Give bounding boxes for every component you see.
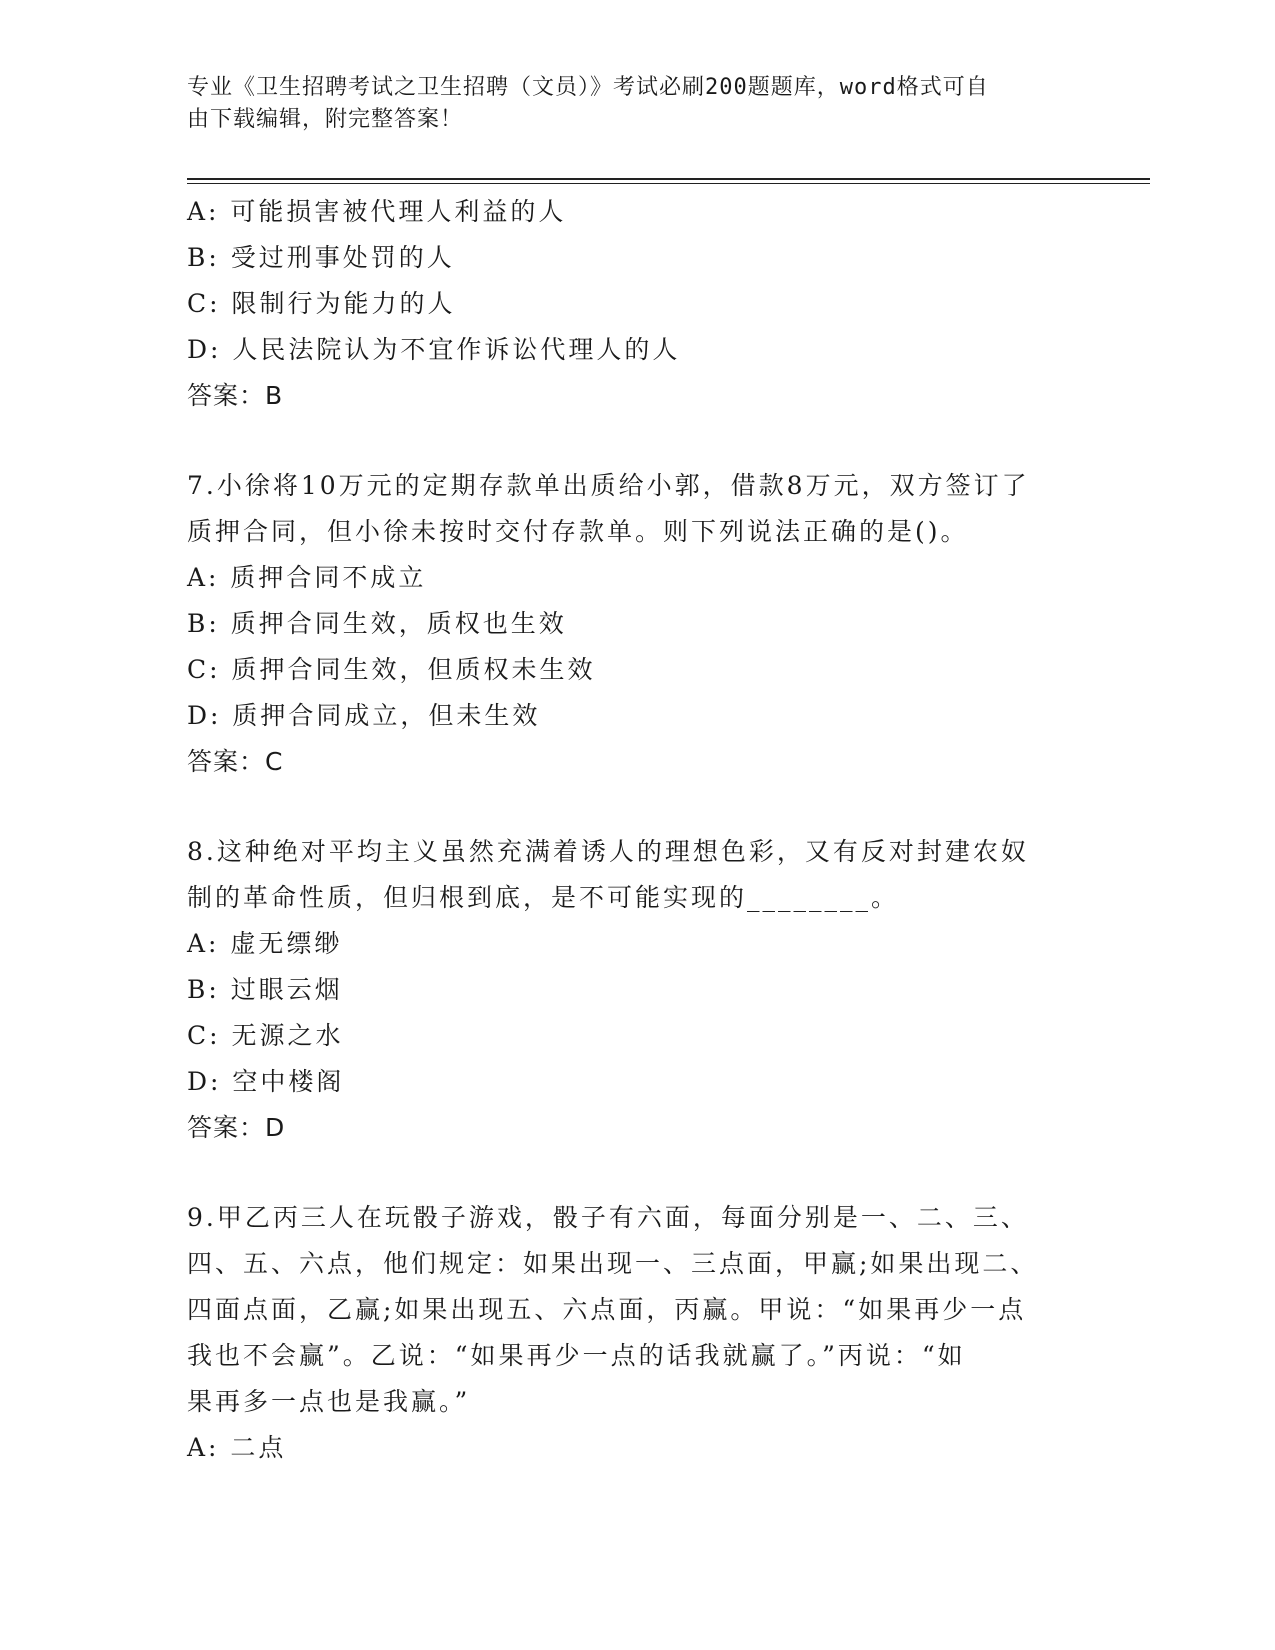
header-divider-thin [187,183,1150,184]
option-a: A: 质押合同不成立 [187,563,427,592]
question-stem-line: 果再多一点也是我赢。” [187,1387,471,1416]
option-b: B: 受过刑事处罚的人 [187,243,455,272]
question-6 [187,189,1067,419]
question-stem-line: 制的革命性质，但归根到底，是不可能实现的________。 [187,883,900,912]
question-stem-line: 7.小徐将10万元的定期存款单出质给小郭，借款8万元，双方签订了 [187,471,1030,500]
option-a: A: 虚无缥缈 [187,929,343,958]
question-8 [187,829,1067,1151]
option-b: B: 质押合同生效，质权也生效 [187,609,567,638]
option-c: C: 无源之水 [187,1021,344,1050]
answer-line: 答案：B [187,381,284,410]
question-stem-line: 四面点面，乙赢;如果出现五、六点面，丙赢。甲说：“如果再少一点 [187,1295,1027,1324]
question-stem-line: 8.这种绝对平均主义虽然充满着诱人的理想色彩，又有反对封建农奴 [187,837,1029,866]
option-a: A: 可能损害被代理人利益的人 [187,197,567,226]
question-stem-line: 质押合同，但小徐未按时交付存款单。则下列说法正确的是()。 [187,517,969,546]
question-9 [187,1195,1067,1471]
question-7 [187,463,1067,785]
header-line-2: 由下载编辑，附完整答案！ [187,107,464,132]
option-c: C: 质押合同生效，但质权未生效 [187,655,596,684]
option-d: D: 空中楼阁 [187,1067,345,1096]
header-divider-thick [187,178,1150,180]
question-stem-line: 四、五、六点，他们规定：如果出现一、三点面，甲赢;如果出现二、 [187,1249,1039,1278]
option-d: D: 人民法院认为不宜作诉讼代理人的人 [187,335,681,364]
question-stem-line: 我也不会赢”。乙说：“如果再少一点的话我就赢了。”丙说：“如 [187,1341,966,1370]
document-header [187,72,1067,136]
option-b: B: 过眼云烟 [187,975,343,1004]
answer-line: 答案：C [187,747,284,776]
option-a: A: 二点 [187,1433,287,1462]
answer-line: 答案：D [187,1113,286,1142]
header-line-1: 专业《卫生招聘考试之卫生招聘（文员）》考试必刷200题题库，word格式可自 [187,75,989,100]
option-d: D: 质押合同成立，但未生效 [187,701,541,730]
question-stem-line: 9.甲乙丙三人在玩骰子游戏，骰子有六面，每面分别是一、二、三、 [187,1203,1029,1232]
question-list [187,189,1067,1471]
option-c: C: 限制行为能力的人 [187,289,456,318]
